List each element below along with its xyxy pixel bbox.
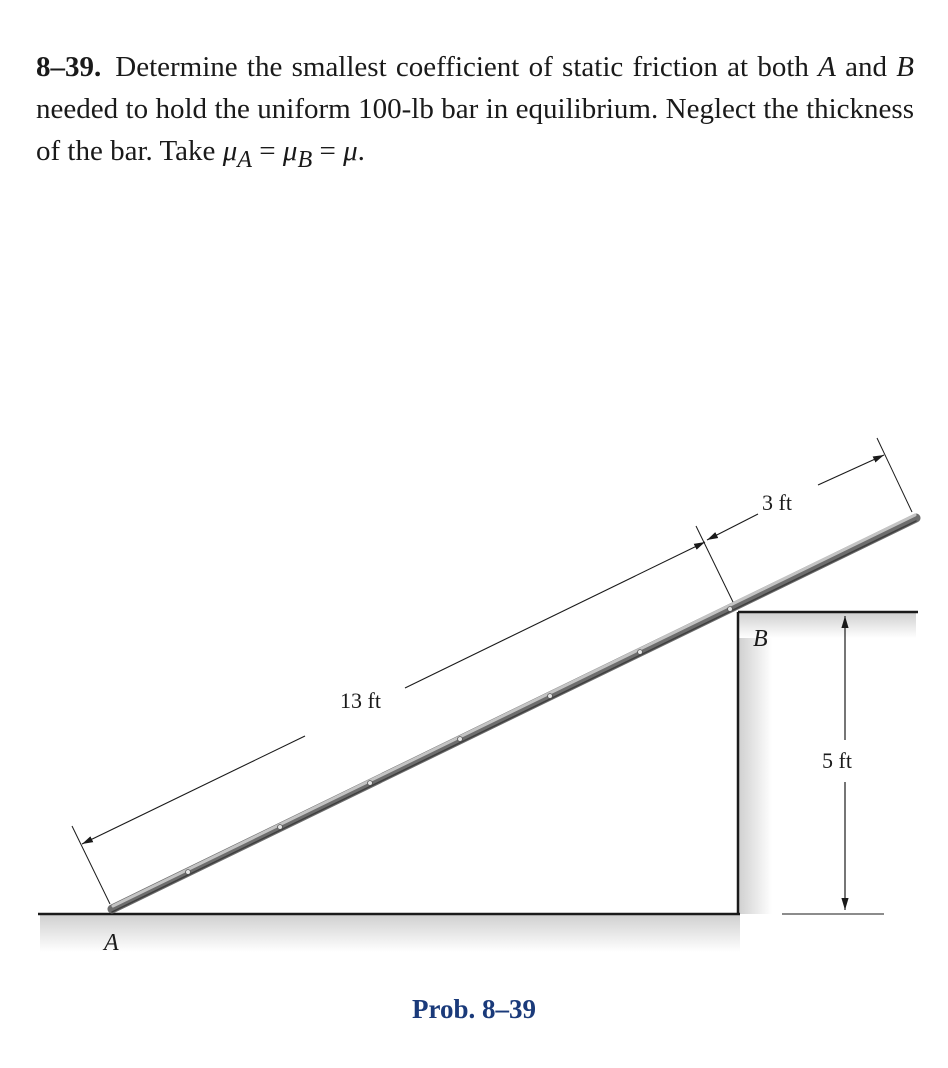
ext-line-b: [696, 526, 733, 602]
equals-2: =: [312, 135, 344, 167]
mu-a-symbol: μ: [222, 135, 238, 167]
uniform-bar: [112, 515, 916, 912]
dim-3ft-right: [818, 455, 884, 485]
ext-line-end: [877, 438, 912, 512]
label-point-a: A: [104, 930, 119, 956]
problem-end: .: [357, 135, 365, 167]
figure-caption: Prob. 8–39: [411, 994, 536, 1024]
ext-line-a: [72, 826, 110, 904]
label-5ft: 5 ft: [822, 748, 852, 773]
mu-symbol: μ: [343, 135, 358, 167]
point-a-ref: A: [818, 51, 836, 83]
point-b-ref: B: [896, 51, 914, 83]
label-point-b: B: [753, 626, 768, 652]
step-wall-shade: [738, 612, 772, 914]
dim-13ft-upper: [405, 542, 705, 688]
mu-b-subscript: B: [297, 145, 313, 173]
problem-text-3: needed to hold the uniform 100-lb bar in equilibrium. Neglect the thickness of the bar. Take: [36, 93, 914, 167]
problem-text-1: Determine the smallest coefficient of static friction at both: [115, 51, 819, 83]
ground-shade: [40, 914, 740, 952]
mu-b-symbol: μ: [282, 135, 298, 167]
label-3ft: 3 ft: [762, 490, 792, 515]
equals-1: =: [252, 135, 283, 167]
problem-number: 8–39.: [36, 51, 102, 83]
problem-text-2: and: [835, 51, 897, 83]
mu-a-subscript: A: [237, 145, 253, 173]
label-13ft: 13 ft: [340, 688, 381, 713]
dim-3ft-left: [707, 514, 758, 540]
